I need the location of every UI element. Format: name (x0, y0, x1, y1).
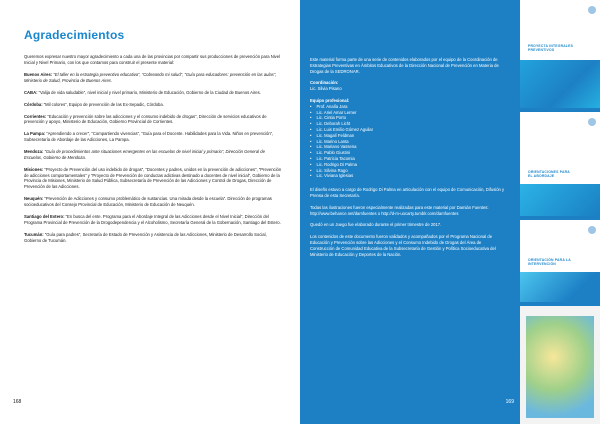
paragraph: Tucumán: “Guía para padres”, Secretaría de Estado de Prevención y Asistencia de las Adicciones, Ministerio de Desarrollo Social, Gobierno de Tucumán. (24, 231, 267, 243)
design-credit: El diseño estuvo a cargo de Rodrigo Di Palma en articulación con el equipo de Comunicación, Difusión y Prensa de esta Secretaría. (310, 187, 505, 198)
coordination-heading: Coordinación: (310, 80, 339, 86)
cover-title: ORIENTACIONES PARA EL ABORDAJE (528, 170, 570, 179)
page-title: Agradecimientos (24, 28, 125, 42)
cover-title: PROYECTA INTEGRALES PREVENTIVOS (528, 44, 574, 53)
paragraph: Buenos Aires: “El taller en la estrategia preventivo educativa”, “Cobreando mi salud”, “Guía para educadores: prevención en las aulas”, Ministerio de Salud, Provincia de Buenos Aires. (24, 71, 277, 83)
cover-thumbnail (520, 220, 600, 302)
cover-illustration (526, 316, 594, 418)
paragraph: CABA: “Valija de vida saludable”, nivel inicial y nivel primario, Ministerio de Educación, Gobierno de la Ciudad de Buenos Aires. (24, 89, 261, 95)
team-member: • Lic. Patricia Tacomia (310, 156, 506, 162)
acknowledgements-text (24, 54, 284, 243)
team-member: • Lic. Luis Emilio Gómez Aguilar (310, 127, 506, 133)
seal-icon (588, 118, 596, 126)
paragraph: Corrientes: “Educación y prevención sobre las adicciones y el consumo indebido de drogas”, Dirección de servicios educativos de prevención y apoyo, Ministerio de Educación, Gobierno Provincial de Corrientes. (24, 113, 267, 125)
paragraph: Mendoza: “Guía de procedimientos ante situaciones emergentes en las escuelas de nivel inicial y primario”, Dirección General de Escuelas, Gobierno de Mendoza. (24, 149, 265, 160)
illustration-credit: Todas las ilustraciones fueron especialmente realizadas para este material por Damián Fuentes: http://www.behance.net/damfuentes o http://d-m-uocarty.tumblr.com/damfuentes (310, 204, 489, 216)
paragraph: Queremos expresar nuestro mayor agradecimiento a cada una de las provincias por compartir sus producciones de prevención para Nivel Inicial y Nivel Primario, con los que contamos para construir el presente material: (24, 54, 281, 65)
team-member: • Prof. Analía Jara (310, 104, 506, 110)
paragraph: Santiago del Estero: “En busca del ente. Programa para el Abordaje Integral de las Adicciones desde el Nivel Inicial”, Dirección del Programa Provincial de Prevención de la Drogodependencia y el Alcoholismo, Secretaría General de la Gobernación, Santiago del Estero. (24, 214, 281, 225)
team-member: • Lic. Marino Lanta (310, 139, 506, 145)
team-member: • Lic. Magalí Feldman (310, 133, 506, 139)
publication-covers (520, 0, 600, 424)
team-member: • Lic. Deborah Licht (310, 121, 506, 127)
cover-art (520, 60, 600, 108)
coordinator: Lic. Silvia Pisano (310, 86, 342, 92)
cover-thumbnail (520, 306, 600, 424)
team-member: • Lic. Ariel Amar Lerner (310, 110, 506, 116)
paragraph: Córdoba: “Mil colores”, Equipo de prevención de las Ex-Sepadic, Córdoba. (24, 101, 164, 107)
team-member: • Lic. Viviana Iglesias (310, 173, 506, 179)
validation-note: Los contenidos de este documento fueron validados y acompañados por el Programa Nacional de Educación y Prevención sobre las Adicciones y el Consumo Indebido de Drogas del Área de Construcción de Comunidad Educativa de la Subsecretaría de Gestión y Política Socioeducativa del Ministerio de Educación y Deportes de la Nación. (310, 234, 496, 257)
team-member: • Lic. Mariano Vassena (310, 144, 506, 150)
cover-art (520, 184, 600, 216)
team-member: • Lic. Cintia Porto (310, 115, 506, 121)
cover-art (520, 272, 600, 302)
cover-thumbnail (520, 0, 600, 108)
cover-thumbnail (520, 112, 600, 216)
right-page (300, 0, 600, 424)
intro-paragraph: Este material forma parte de una serie de contenidos elaborados por el equipo de la Coordinación de Estrategias Preventivas en Ámbitos Educativos de la Dirección Nacional de Prevención en Materia de Drogas de la SEDRONAR. (310, 57, 499, 74)
page-number: 169 (505, 399, 514, 405)
cover-title: ORIENTACIÓN PARA LA INTERVENCIÓN (528, 258, 571, 267)
seal-icon (588, 226, 596, 234)
paragraph: La Pampa: “Aprendiendo a crecer”, “Compartiendo vivencias”, “Guía para el Docente. Habilidades para la Vida. Niños en prevención”, Subsecretaría de Abordaje de las Adicciones, La Pampa. (24, 131, 274, 143)
team-member: • Lic. Silvina Rago (310, 168, 506, 174)
team-member: • Lic. Rodrigo Di Palma (310, 162, 506, 168)
credits-text (310, 57, 506, 263)
team-member: • Lic. Pablo Giustini (310, 150, 506, 156)
team-list (310, 98, 506, 179)
paragraph: Misiones: “Proyecto de Prevención del uso indebido de drogas”, “Docentes y padres, unidos en la prevención de adicciones”, “Prevención de adicciones comportamentales” y “Proyecto de Prevención de conductas adictivas destinado a docentes de nivel inicial”, Gobierno de la Provincia de Misiones, Ministerio de Salud Pública, Subsecretaría de Prevención de las Adicciones y Control de Drogas, Dirección de Prevención de las Adicciones. (24, 166, 282, 190)
page-number: 168 (13, 399, 22, 405)
team-heading: Equipo profesional: (310, 97, 350, 103)
seal-icon (588, 6, 596, 14)
print-note: Quedó en un Juego fue elaborado durante el primer trimestre de 2017. (310, 222, 442, 228)
paragraph: Neuquén: “Prevención de Adicciones y consumo problemático de sustancias. Una mirada desde la escuela”. Dirección de programas socioeducativos del Consejo Provincial de Educación, Ministerio de Educación de Neuquén. (24, 196, 272, 208)
